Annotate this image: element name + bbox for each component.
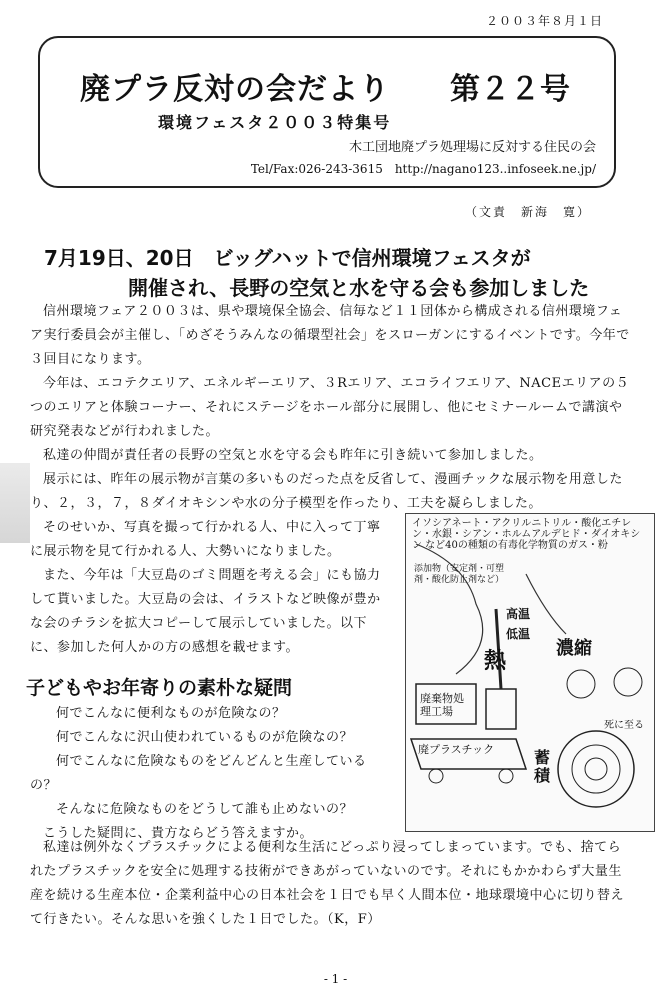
death-label: 死に至る [604,720,644,731]
paragraph: 私達は例外なくプラスチックによる便利な生活にどっぷり浸ってしまっています。でも、捨てられたプラスチックを安全に処理する技術ができあがっていないのです。それにもかかわらず大量生産を続ける生産本位・企業利益中心の日本社会を１日でも早く人間本位・地球環境中心に切り替えて行きたい。そんな思いを強くした１日でした。（K，F） [30,840,625,927]
article-body [30,300,634,516]
paragraph: 展示には、昨年の展示物が言葉の多いものだった点を反省して、漫画チックな展示物を用意したり、２，３，７，８ダイオキシンや水の分子模型を作ったり、工夫を凝らしました。 [30,472,623,511]
paragraph: そのせいか、写真を撮って行かれる人、中に入って丁寧に展示物を見て行かれる人、大勢いになりました。 [30,520,381,559]
additives-label: 添加物（安定剤・可塑剤・酸化防止剤など） [414,564,505,585]
editor-credit: （文責 新海 寛） [464,205,591,219]
concentration-label: 濃縮 [556,638,592,659]
article-headline-line1: 7月19日、20日 ビッグハットで信州環境フェスタが [44,246,531,270]
questions-list [30,702,392,846]
faded-photo [0,463,30,543]
organization-name: 木工団地廃プラ処理場に反対する住民の会 [348,140,596,155]
masthead [38,36,616,188]
illustration-drawing [406,514,654,831]
newsletter-title: 廃プラ反対の会だより [80,72,390,107]
waste-plastic-label: 廃プラスチック [418,743,495,756]
article-body-left-column [30,516,392,660]
special-edition-subtitle: 環境フェスタ２００３特集号 [158,113,392,132]
paragraph: 今年は、エコテクエリア、エネルギーエリア、３Rエリア、エコライフエリア、NACEエリアの５つのエリアと体験コーナー、それにステージをホール部分に展開し、他にセミナールームで講演や研究発表などが行われました。 [30,376,630,439]
issue-number: 第２２号 [450,72,570,107]
question-line: 何でこんなに便利なものが危険なの？ [56,706,286,721]
paragraph: また、今年は「大豆島のゴミ問題を考える会」にも協力して貰いました。大豆島の会は、イラストなど映像が豊かな会のチラシを拡大コピーして展示していました。以下に、参加した何人かの方の感想を載せます。 [30,568,381,655]
accumulation-label: 蓄積 [534,748,551,785]
toxic-gas-list: イソシアネート・アクリルニトリル・酸化エチレン・水銀・シアン・ホルムアルデヒド・ダイオキシン など40の種類の有毒化学物質のガス・粉 [412,518,641,551]
article-headline-line2: 開催され、長野の空気と水を守る会も参加しました [128,276,590,300]
issue-date: ２００３年８月１日 [485,14,603,28]
low-temperature-label: 低温 [506,627,531,641]
question-line: 何でこんなに危険なものをどんどんと生産しているの？ [30,754,367,793]
paragraph: 私達の仲間が責任者の長野の空気と水を守る会も昨年に引き続いて参加しました。 [43,448,543,463]
waste-plant-label: 廃棄物処理工場 [420,692,464,718]
section-headline: 子どもやお年寄りの素朴な疑問 [26,677,293,699]
high-temperature-label: 高温 [506,607,531,621]
question-line: こうした疑問に、貴方ならどう答えますか。 [43,826,314,841]
conclusion-paragraph [30,836,634,932]
plastic-hazard-illustration [405,513,655,832]
page-number: - 1 - [323,972,348,986]
heat-label: 熱 [484,648,507,674]
contact-info: Tel/Fax:026-243-3615 http://nagano123..infoseek.ne.jp/ [250,162,596,176]
question-line: そんなに危険なものをどうして誰も止めないの？ [56,802,354,817]
question-line: 何でこんなに沢山使われているものが危険なの？ [56,730,354,745]
paragraph: 信州環境フェア２００３は、県や環境保全協会、信毎など１１団体から構成される信州環境フェア実行委員会が主催し、「めざそうみんなの循環型社会」をスローガンにするイベントです。今年で３回目になります。 [30,304,630,367]
